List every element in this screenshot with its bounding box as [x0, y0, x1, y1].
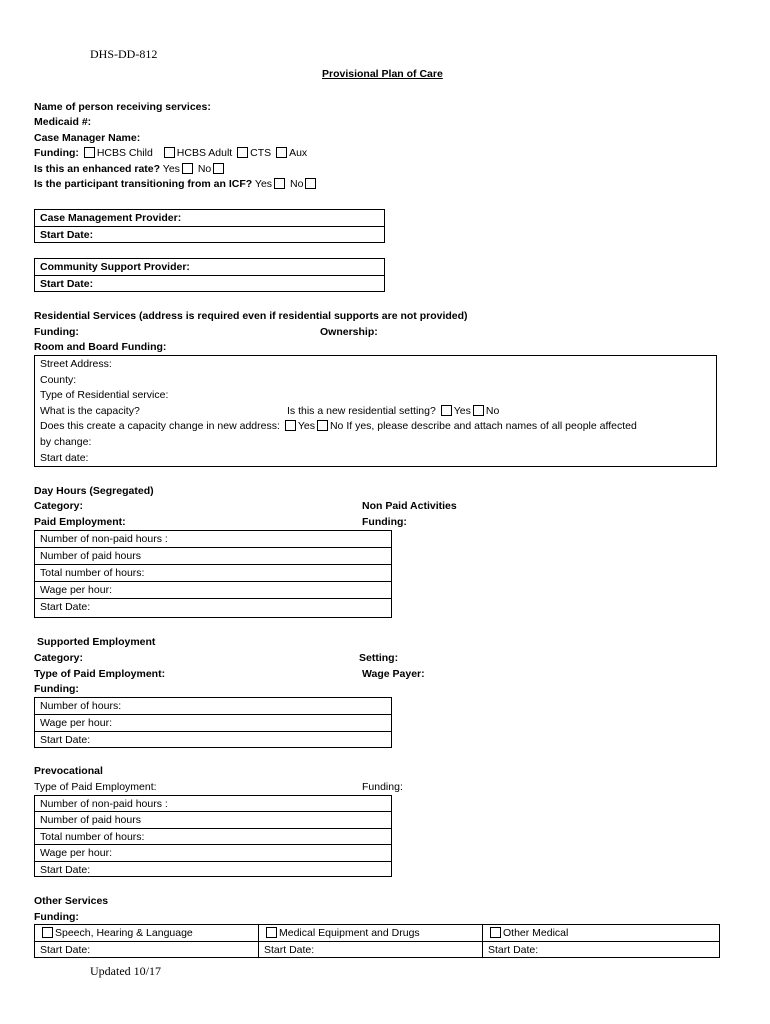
- icf-yes-label: Yes: [254, 178, 273, 190]
- prevoc-funding-label: Funding:: [362, 781, 403, 793]
- day-hours-heading: Day Hours (Segregated): [34, 485, 154, 497]
- residential-heading: Residential Services (address is required even if residential supports are not provided): [34, 310, 468, 322]
- medical-equipment-checkbox[interactable]: [266, 927, 277, 938]
- capacity-change-no-checkbox[interactable]: [317, 420, 328, 431]
- case-management-provider-field[interactable]: Case Management Provider:: [35, 210, 384, 227]
- se-category-label: Category:: [34, 652, 84, 664]
- day-hours-funding-label: Funding:: [362, 516, 407, 528]
- speech-checkbox[interactable]: [42, 927, 53, 938]
- new-setting-label: Is this a new residential setting?: [287, 404, 436, 417]
- speech-column: [35, 925, 259, 957]
- day-nonpaid-hours-field[interactable]: Number of non-paid hours :: [35, 531, 391, 548]
- other-medical-label: Other Medical: [503, 927, 569, 939]
- day-start-date-field[interactable]: Start Date:: [40, 601, 91, 613]
- se-wage-payer-label: Wage Payer:: [362, 668, 425, 680]
- supported-employment-heading: Supported Employment: [37, 636, 156, 648]
- enhanced-yes-checkbox[interactable]: [182, 163, 193, 174]
- speech-start-date-field[interactable]: Start Date:: [40, 943, 91, 956]
- residential-start-date-field[interactable]: Start date:: [40, 451, 89, 464]
- case-management-start-date-field[interactable]: Start Date:: [40, 229, 94, 241]
- hcbs-adult-checkbox[interactable]: [164, 147, 175, 158]
- updated-date: Updated 10/17: [90, 964, 161, 978]
- community-support-provider-field[interactable]: Community Support Provider:: [35, 259, 384, 276]
- community-support-start-date-field[interactable]: Start Date:: [40, 278, 94, 290]
- other-medical-column: [483, 925, 719, 957]
- other-medical-start-date-field[interactable]: Start Date:: [488, 943, 539, 956]
- day-total-hours-field[interactable]: Total number of hours:: [35, 565, 391, 582]
- medical-equipment-label: Medical Equipment and Drugs: [279, 927, 420, 939]
- other-services-funding-label: Funding:: [34, 911, 79, 923]
- if-yes-text: If yes, please describe and attach names of all people affected: [346, 420, 637, 433]
- new-setting-yes-label: Yes: [453, 404, 471, 417]
- enhanced-no-checkbox[interactable]: [213, 163, 224, 174]
- prevocational-table: [34, 795, 392, 877]
- medicaid-label: Medicaid #:: [34, 116, 92, 128]
- prevoc-start-date-field[interactable]: Start Date:: [40, 863, 91, 876]
- day-wage-field[interactable]: Wage per hour:: [35, 582, 391, 599]
- medical-equipment-column: [259, 925, 483, 957]
- non-paid-activities-label: Non Paid Activities: [362, 500, 457, 512]
- other-medical-checkbox[interactable]: [490, 927, 501, 938]
- enhanced-yes-label: Yes: [162, 163, 180, 175]
- residential-box: [34, 355, 717, 467]
- capacity-change-no-label: No: [329, 420, 344, 433]
- prevoc-type-label: Type of Paid Employment:: [34, 781, 157, 793]
- community-support-box: [34, 258, 385, 292]
- icf-yes-checkbox[interactable]: [274, 178, 285, 189]
- prevoc-wage-field[interactable]: Wage per hour:: [35, 845, 391, 861]
- supported-employment-table: [34, 697, 392, 748]
- aux-label: Aux: [289, 147, 308, 159]
- case-management-box: [34, 209, 385, 243]
- hcbs-child-checkbox[interactable]: [84, 147, 95, 158]
- hcbs-adult-label: HCBS Adult: [176, 147, 233, 159]
- capacity-change-label: Does this create a capacity change in new address:: [40, 420, 280, 433]
- funding-label: Funding:: [34, 147, 79, 159]
- residential-funding-label: Funding:: [34, 326, 79, 338]
- cts-label: CTS: [250, 147, 272, 159]
- icf-no-label: No: [289, 178, 304, 190]
- se-setting-label: Setting:: [359, 652, 399, 664]
- se-type-label: Type of Paid Employment:: [34, 668, 166, 680]
- ownership-label: Ownership:: [320, 326, 378, 338]
- se-start-date-field[interactable]: Start Date:: [40, 734, 91, 746]
- medical-equipment-row: [259, 925, 482, 942]
- new-setting-no-checkbox[interactable]: [473, 405, 484, 416]
- se-wage-field[interactable]: Wage per hour:: [35, 715, 391, 732]
- other-medical-row: [483, 925, 719, 942]
- other-services-heading: Other Services: [34, 895, 109, 907]
- name-label: Name of person receiving services:: [34, 101, 211, 113]
- enhanced-rate-label: Is this an enhanced rate?: [34, 163, 161, 175]
- day-hours-paid-employment-label: Paid Employment:: [34, 516, 126, 528]
- new-setting-yes-checkbox[interactable]: [441, 405, 452, 416]
- hcbs-child-label: HCBS Child: [96, 147, 153, 159]
- by-change-field[interactable]: by change:: [40, 435, 92, 448]
- prevoc-total-hours-field[interactable]: Total number of hours:: [35, 829, 391, 845]
- street-address-field[interactable]: Street Address:: [40, 358, 112, 370]
- other-services-table: [34, 924, 720, 958]
- county-field[interactable]: County:: [40, 373, 77, 386]
- medical-equipment-start-date-field[interactable]: Start Date:: [264, 943, 315, 956]
- prevoc-nonpaid-hours-field[interactable]: Number of non-paid hours :: [35, 796, 391, 812]
- enhanced-rate-row: [34, 163, 226, 176]
- icf-no-checkbox[interactable]: [305, 178, 316, 189]
- new-setting-no-label: No: [485, 404, 500, 417]
- room-board-label: Room and Board Funding:: [34, 341, 167, 353]
- capacity-row: [35, 404, 716, 420]
- icf-label: Is the participant transitioning from an ICF?: [34, 178, 253, 190]
- enhanced-no-label: No: [197, 163, 212, 175]
- prevocational-heading: Prevocational: [34, 765, 103, 777]
- day-paid-hours-field[interactable]: Number of paid hours: [35, 548, 391, 565]
- day-hours-table: [34, 530, 392, 618]
- prevoc-paid-hours-field[interactable]: Number of paid hours: [35, 812, 391, 828]
- se-hours-field[interactable]: Number of hours:: [35, 698, 391, 715]
- case-manager-label: Case Manager Name:: [34, 132, 141, 144]
- speech-label: Speech, Hearing & Language: [55, 927, 193, 939]
- capacity-change-yes-checkbox[interactable]: [285, 420, 296, 431]
- residential-type-field[interactable]: Type of Residential service:: [40, 389, 169, 402]
- capacity-change-row: [35, 419, 716, 435]
- day-hours-category-label: Category:: [34, 500, 84, 512]
- aux-checkbox[interactable]: [276, 147, 287, 158]
- capacity-change-yes-label: Yes: [297, 420, 315, 433]
- se-funding-label: Funding:: [34, 683, 79, 695]
- capacity-field[interactable]: What is the capacity?: [40, 404, 140, 417]
- funding-row: [34, 147, 307, 160]
- form-code: DHS-DD-812: [90, 47, 158, 61]
- page-title: Provisional Plan of Care: [322, 68, 443, 80]
- cts-checkbox[interactable]: [237, 147, 248, 158]
- speech-row: [35, 925, 258, 942]
- new-setting-group: [287, 404, 499, 420]
- icf-row: [34, 178, 318, 191]
